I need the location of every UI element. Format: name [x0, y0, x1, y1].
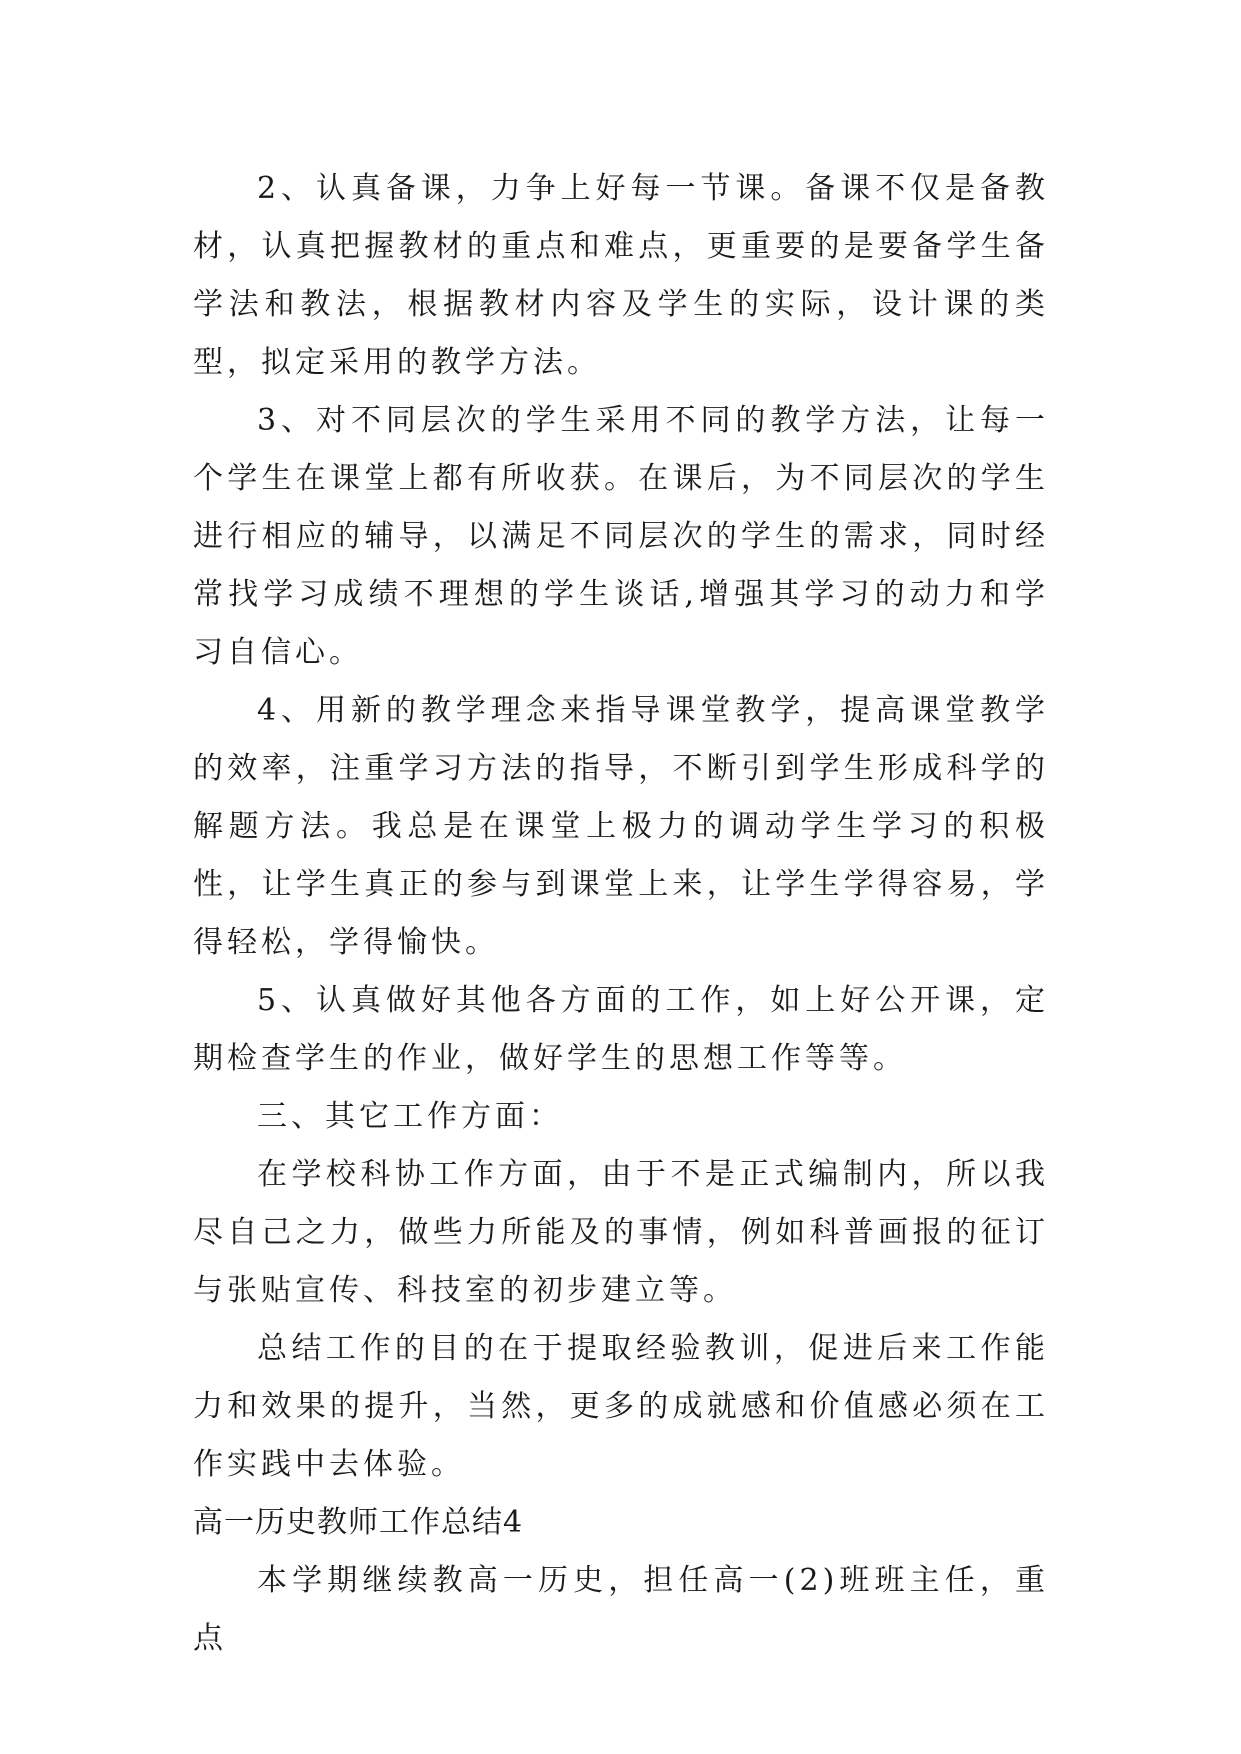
paragraph-lesson-prep: 2、认真备课，力争上好每一节课。备课不仅是备教材，认真把握教材的重点和难点，更重要的是要备学生备学法和教法，根据教材内容及学生的实际，设计课的类型，拟定采用的教学方法。	[193, 171, 1049, 380]
paragraph-differentiated-teaching: 3、对不同层次的学生采用不同的教学方法，让每一个学生在课堂上都有所收获。在课后，为不同层次的学生进行相应的辅导，以满足不同层次的学生的需求，同时经常找学习成绩不理想的学生谈话,增强其学习的动力和学习自信心。	[193, 403, 1049, 670]
paragraph-science-association: 在学校科协工作方面，由于不是正式编制内，所以我尽自己之力，做些力所能及的事情，例如科普画报的征订与张贴宣传、科技室的初步建立等。	[193, 1157, 1049, 1308]
paragraph-semester-intro: 本学期继续教高一历史，担任高一(2)班班主任，重点	[193, 1563, 1049, 1656]
document-body	[193, 160, 1049, 1668]
paragraph-other-work: 5、认真做好其他各方面的工作，如上好公开课，定期检查学生的作业，做好学生的思想工作等等。	[193, 983, 1049, 1076]
section-heading-other-work: 三、其它工作方面：	[257, 1099, 563, 1134]
paragraph-new-teaching-concepts: 4、用新的教学理念来指导课堂教学，提高课堂教学的效率，注重学习方法的指导，不断引到学生形成科学的解题方法。我总是在课堂上极力的调动学生学习的积极性，让学生真正的参与到课堂上来，让学生学得容易，学得轻松，学得愉快。	[193, 693, 1049, 960]
document-section-title: 高一历史教师工作总结4	[193, 1505, 524, 1540]
paragraph-summary-purpose: 总结工作的目的在于提取经验教训，促进后来工作能力和效果的提升，当然，更多的成就感和价值感必须在工作实践中去体验。	[193, 1331, 1049, 1482]
